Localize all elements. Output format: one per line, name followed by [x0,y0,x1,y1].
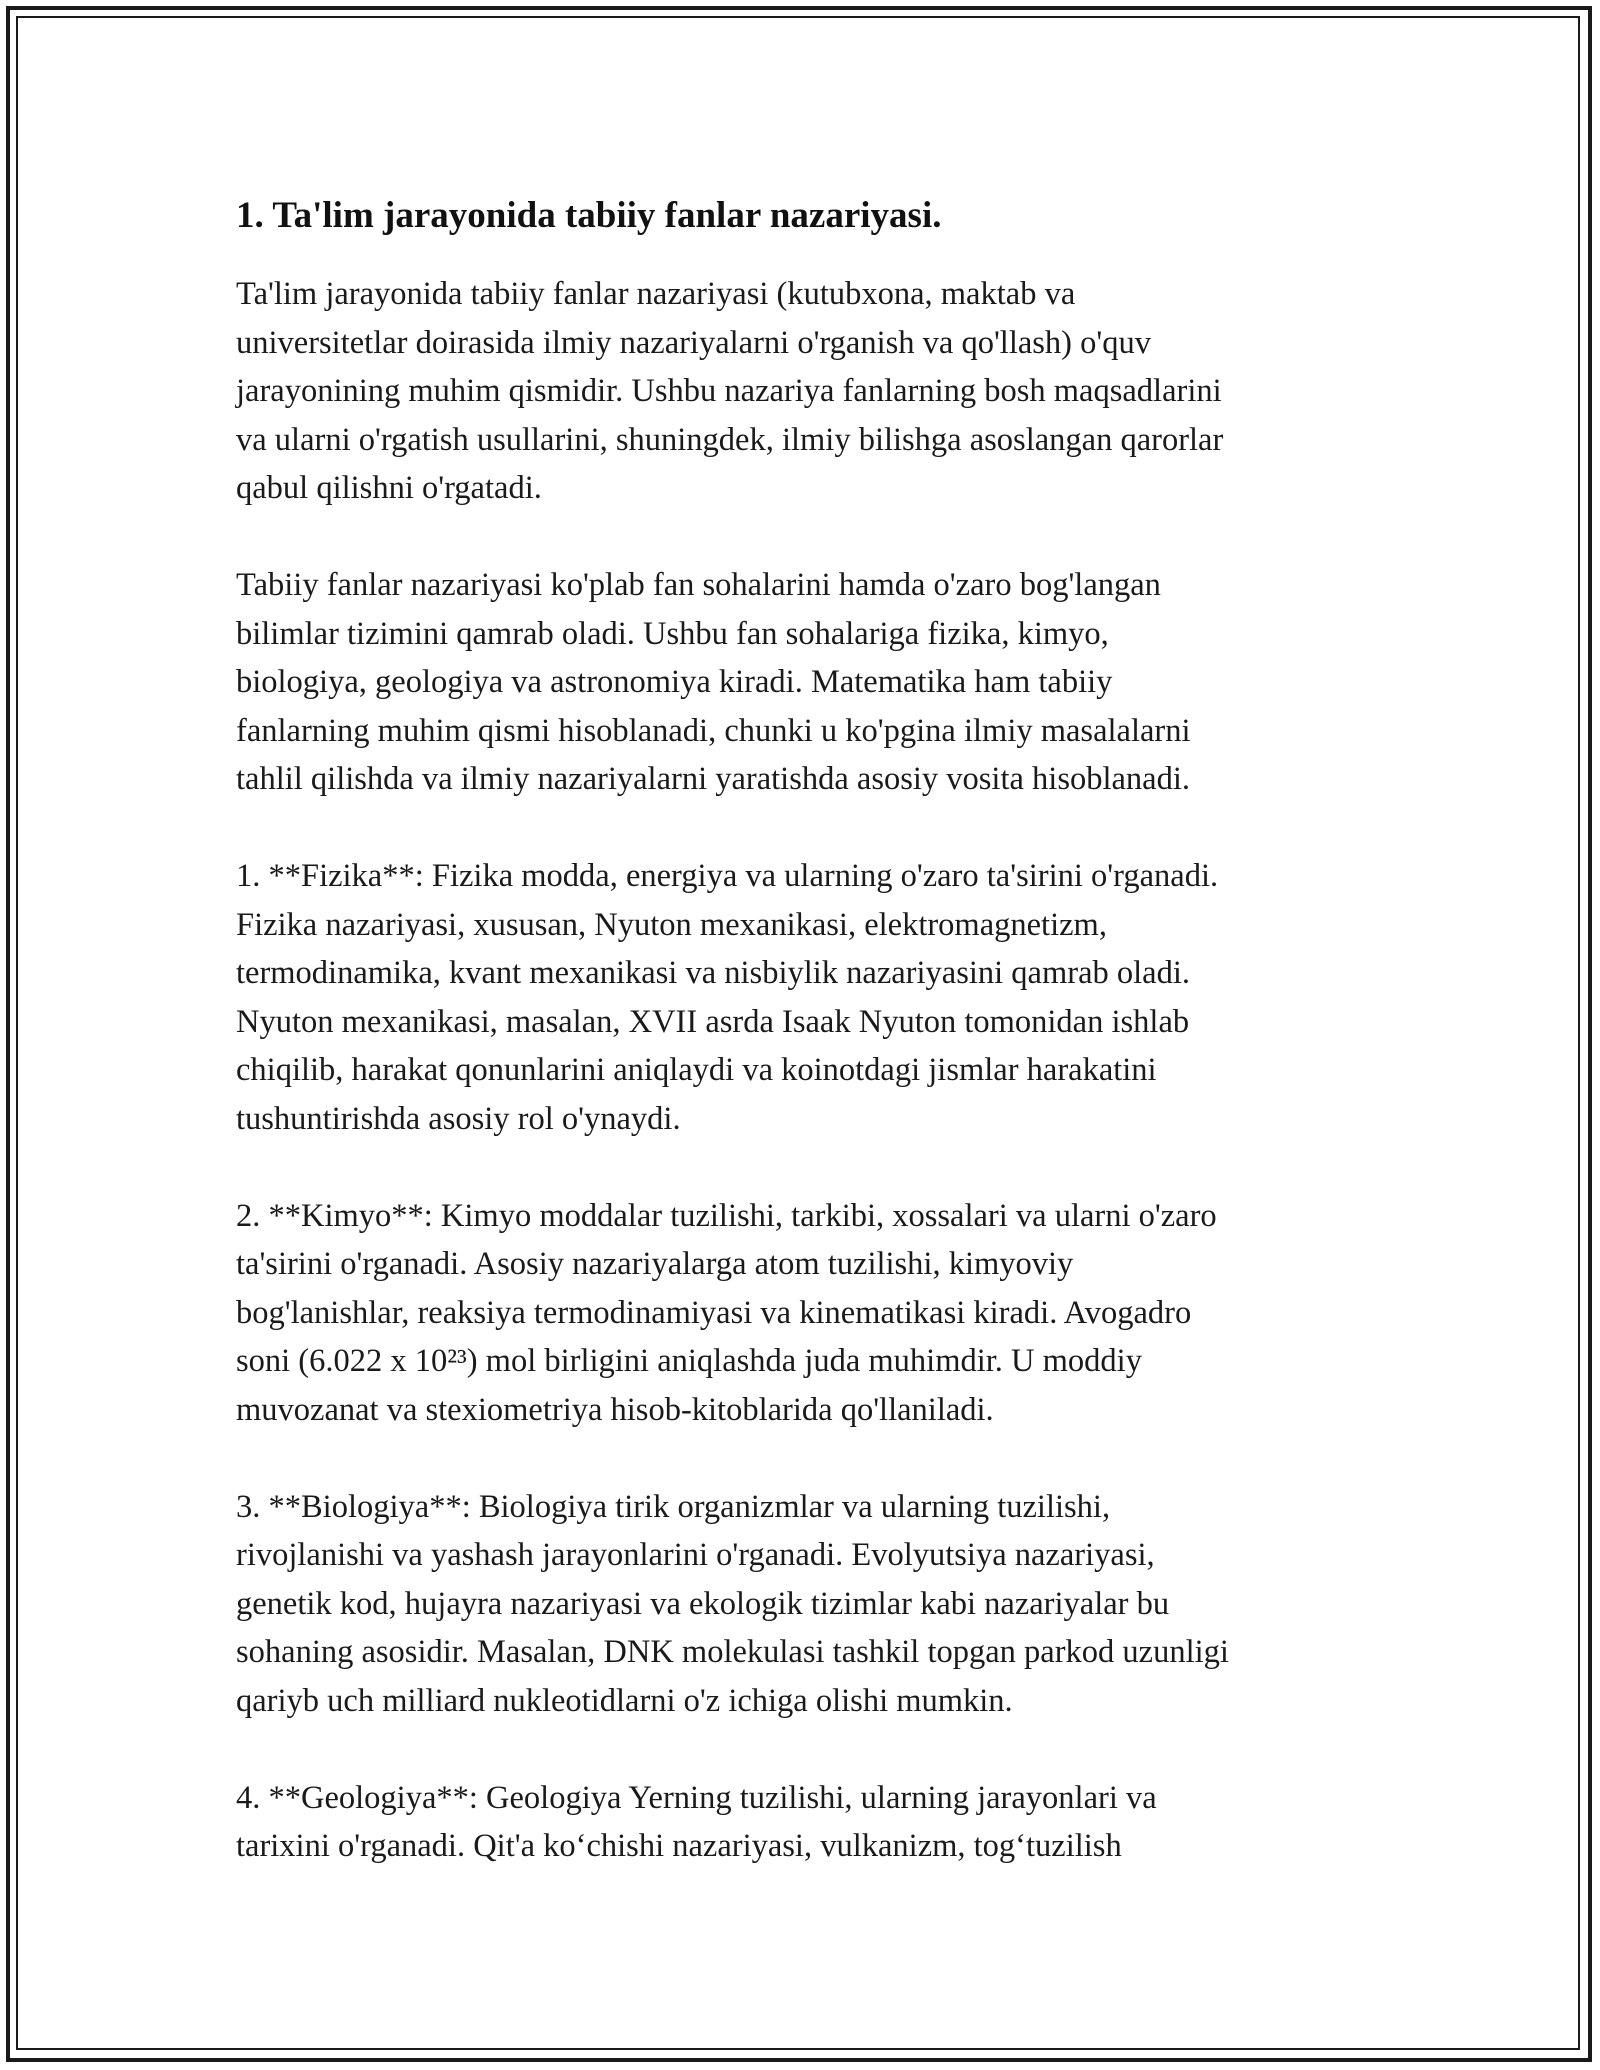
intro-paragraph: Ta'lim jarayonida tabiiy fanlar nazariyasi (kutubxona, maktab va universitetlar doirasida ilmiy nazariyalarni o'rganish va qo'llash) o'quv jarayonining muhim qismidir. Ushbu nazariya fanlarning bosh maqsadlarini va ularni o'rgatish usullarini, shuningdek, ilmiy bilishga asoslangan qarorlar qabul qilishni o'rgatadi. [236,276,1224,506]
biology-paragraph: 3. **Biologiya**: Biologiya tirik organizmlar va ularning tuzilishi, rivojlanishi va yashash jarayonlarini o'rganadi. Evolyutsiya nazariyasi, genetik kod, hujayra nazariyasi va ekologik tizimlar kabi nazariyalar bu sohaning asosidir. Masalan, DNK molekulasi tashkil topgan parkod uzunligi qariyb uch milliard nukleotidlarni o'z ichiga olishi mumkin. [236,1488,1229,1719]
fields-overview-paragraph: Tabiiy fanlar nazariyasi ko'plab fan sohalarini hamda o'zaro bog'langan bilimlar tizimini qamrab oladi. Ushbu fan sohalariga fizika, kimyo, biologiya, geologiya va astronomiya kiradi. Matematika ham tabiiy fanlarning muhim qismi hisoblanadi, chunki u ko'pgina ilmiy masalalarni tahlil qilishda va ilmiy nazariyalarni yaratishda asosiy vosita hisoblanadi. [236,567,1191,797]
document-body [236,186,1386,1871]
section-heading: 1. Ta'lim jarayonida tabiiy fanlar nazariyasi. [236,195,942,236]
geology-paragraph: 4. **Geologiya**: Geologiya Yerning tuzilishi, ularning jarayonlari va tarixini o'rganadi. Qit'a ko‘chishi nazariyasi, vulkanizm, tog‘tuzilish [236,1779,1157,1864]
chemistry-paragraph: 2. **Kimyo**: Kimyo moddalar tuzilishi, tarkibi, xossalari va ularni o'zaro ta'sirini o'rganadi. Asosiy nazariyalarga atom tuzilishi, kimyoviy bog'lanishlar, reaksiya termodinamiyasi va kinematikasi kiradi. Avogadro soni (6.022 x 10²³) mol birligini aniqlashda juda muhimdir. U moddiy muvozanat va stexiometriya hisob-kitoblarida qo'llaniladi. [236,1197,1217,1428]
physics-paragraph: 1. **Fizika**: Fizika modda, energiya va ularning o'zaro ta'sirini o'rganadi. Fizika nazariyasi, xususan, Nyuton mexanikasi, elektromagnetizm, termodinamika, kvant mexanikasi va nisbiylik nazariyasini qamrab oladi. Nyuton mexanikasi, masalan, XVII asrda Isaak Nyuton tomonidan ishlab chiqilib, harakat qonunlarini aniqlaydi va koinotdagi jismlar harakatini tushuntirishda asosiy rol o'ynaydi. [236,858,1219,1137]
